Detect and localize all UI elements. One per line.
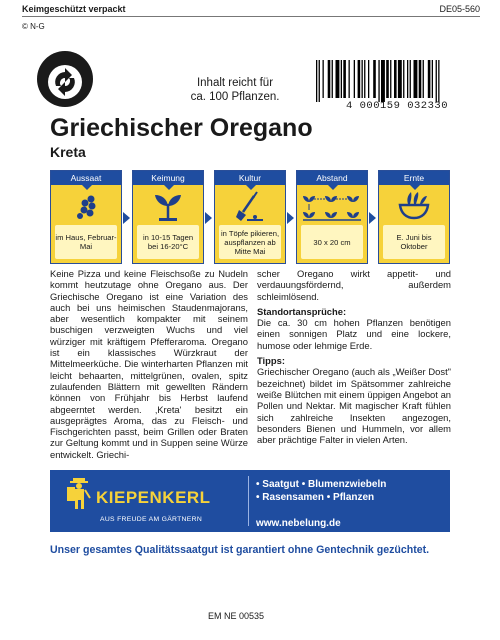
product-range-line-1: • Saatgut • Blumenzwiebeln — [256, 479, 387, 490]
product-variety: Kreta — [50, 144, 86, 160]
barcode-bar — [403, 60, 404, 98]
arrow-right-icon — [205, 212, 212, 224]
arrow-right-icon — [123, 212, 130, 224]
phase-ernte — [378, 170, 450, 264]
location-text: Die ca. 30 cm hohen Pflanzen benötigen einen sonnigen Platz und eine lockere, humose oder lehmige Erde. — [257, 317, 451, 351]
harvest-bowl-icon — [397, 190, 431, 222]
barcode-bar — [316, 60, 317, 102]
tips-text: Griechischer Oregano (auch als „Weißer Dost" bezeichnet) bildet im Spätsommer zahlreiche weiße Blütchen mit einem üppigen Angebot an Pollen und Nektar. Mit magischer Kraft fühlen sich zahlreiche Insekten angezogen, besonders Bienen und Hummeln, vor allem aber prächtige Falter in vielen Arten. — [257, 366, 451, 446]
barcode-bar — [378, 60, 379, 102]
barcode-bar — [428, 60, 431, 98]
barcode-bar — [398, 60, 402, 98]
phase-abstand — [296, 170, 368, 264]
location-heading: Standortansprüche: — [257, 305, 347, 317]
barcode-number: 4 000159 032330 — [345, 100, 448, 112]
cultivation-phases — [50, 170, 450, 264]
phase-kultur — [214, 170, 286, 264]
gmo-free-guarantee: Unser gesamtes Qualitätssaatgut ist garantiert ohne Gentechnik gezüchtet. — [50, 544, 430, 556]
description-right-column — [257, 268, 451, 449]
phase-label: Ernte — [379, 171, 449, 185]
barcode-bar — [364, 60, 365, 98]
barcode-bar — [328, 60, 331, 98]
green-dot-logo — [36, 50, 94, 108]
barcode-bar — [436, 60, 437, 102]
contents-line-2: ca. 100 Pflanzen. — [190, 91, 280, 103]
barcode-bar — [319, 60, 320, 102]
barcode-icon — [316, 60, 478, 102]
barcode-bar — [362, 60, 363, 98]
seed-packet-icon — [71, 191, 101, 221]
package-contents — [170, 76, 300, 104]
footer-code: EM NE 00535 — [208, 611, 265, 621]
spacing-icon — [301, 190, 363, 222]
phase-text: in Töpfe pikieren, auspflanzen ab Mitte Mai — [219, 225, 281, 259]
barcode-bar — [368, 60, 369, 98]
barcode-bar — [386, 60, 389, 98]
phase-text: E. Juni bis Oktober — [383, 225, 445, 259]
barcode-bar — [381, 60, 385, 102]
phase-label: Abstand — [297, 171, 367, 185]
phase-text: im Haus, Februar-Mai — [55, 225, 117, 259]
phase-label: Keimung — [133, 171, 203, 185]
barcode-bar — [336, 60, 340, 98]
contents-line-1: Inhalt reicht für — [196, 77, 274, 89]
article-code: DE05-560 — [439, 4, 480, 14]
arrow-right-icon — [287, 212, 294, 224]
barcode-bar — [407, 60, 408, 98]
barcode-bar — [332, 60, 333, 98]
barcode-bar — [410, 60, 411, 98]
barcode-bar — [373, 60, 376, 98]
phase-aussaat — [50, 170, 122, 264]
tips-heading: Tipps: — [257, 355, 285, 367]
product-range-line-2: • Rasensamen • Pflanzen — [256, 492, 375, 503]
barcode-bar — [323, 60, 324, 98]
arrow-right-icon — [369, 212, 376, 224]
barcode-bar — [432, 60, 433, 98]
barcode-bar — [438, 60, 439, 102]
barcode-bar — [358, 60, 361, 98]
phase-label: Aussaat — [51, 171, 121, 185]
phase-keimung — [132, 170, 204, 264]
spade-icon — [233, 190, 267, 222]
description-continuation: scher Oregano wirkt appetit- und verdauungsfördernd, außerdem schleimlösend. — [257, 268, 451, 302]
barcode-bar — [349, 60, 350, 98]
phase-text: in 10-15 Tagen bei 16-20°C — [137, 225, 199, 259]
barcode-bar — [390, 60, 391, 98]
barcode-bar — [414, 60, 418, 98]
seedling-icon — [151, 190, 185, 222]
packaging-note: Keimgeschützt verpackt — [22, 4, 126, 14]
product-range — [256, 478, 386, 504]
barcode-bar — [343, 60, 346, 98]
barcode-bar — [419, 60, 422, 98]
brand-tagline: AUS FREUDE AM GÄRTNERN — [100, 516, 203, 523]
header-divider — [22, 16, 480, 17]
phase-label: Kultur — [215, 171, 285, 185]
banner-divider — [248, 476, 249, 526]
barcode-bar — [341, 60, 342, 98]
website-link[interactable]: www.nebelung.de — [256, 518, 341, 529]
barcode-bar — [354, 60, 355, 98]
product-title: Griechischer Oregano — [50, 114, 313, 142]
kiepenkerl-figure-icon — [64, 476, 92, 510]
barcode-bar — [423, 60, 424, 98]
brand-name: KIEPENKERL — [96, 488, 211, 507]
barcode-bar — [394, 60, 397, 98]
phase-text: 30 x 20 cm — [301, 225, 363, 259]
copyright-note: © N-G — [22, 22, 45, 31]
description-left-column: Keine Pizza und keine Fleischsoße zu Nudeln kommt heutzutage ohne Oregano aus. Der Griechische Oregano ist eine Variation des auch bei uns heimischen Staudenmajorans, aber wesentlich kompakter mit seinem buschigen verzweigten Wuchs und viel würziger mit kräftigem Pfefferaroma. Oregano ist ein klassisches Würzkraut der Mittelmeerküche. Die winterharten Pflanzen mit leicht behaarten, mittelgrünen, ovalen, spitz zulaufenden Blättern mit gewellten Rändern können von Frühjahr bis Herbst laufend abgeerntet werden. ‚Kreta' besitzt ein ausgeprägtes Aroma, das zu Fleisch- und Fischgerichten passt, beim Grillen oder Braten zur Geltung kommt und in Suppen seine Würze entwickelt. Griechi- — [50, 268, 248, 460]
